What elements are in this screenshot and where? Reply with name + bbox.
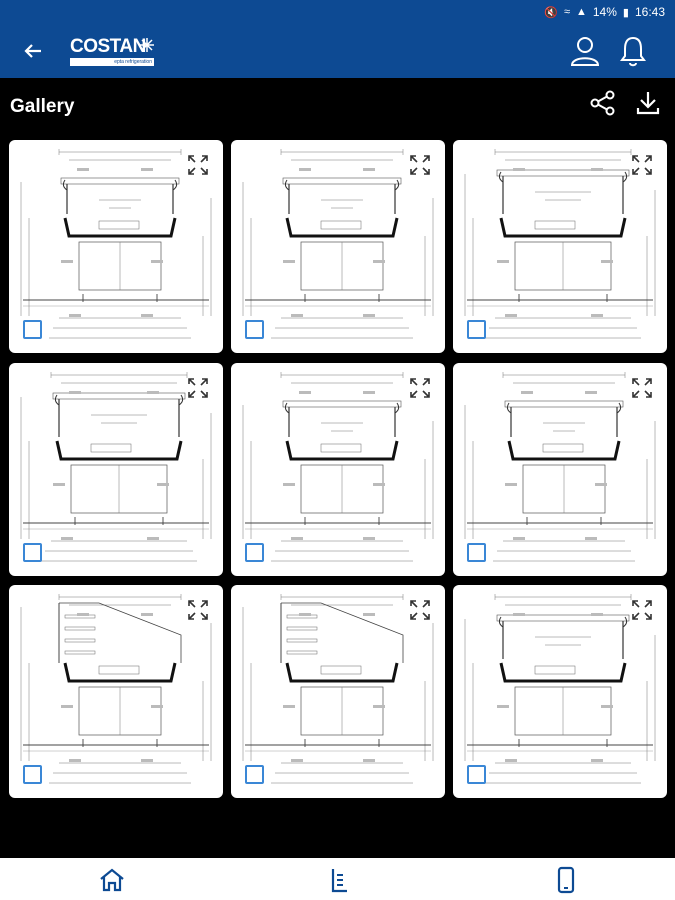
expand-icon[interactable] (631, 377, 653, 399)
app-bar (0, 24, 675, 78)
gallery-item[interactable] (231, 585, 445, 798)
select-checkbox[interactable] (23, 543, 42, 562)
phone-icon (552, 866, 580, 894)
select-checkbox[interactable] (23, 320, 42, 339)
gallery-item[interactable] (9, 140, 223, 353)
nav-phone[interactable] (552, 866, 580, 894)
gallery-header (0, 78, 675, 136)
select-checkbox[interactable] (467, 320, 486, 339)
select-checkbox[interactable] (245, 320, 264, 339)
arrow-left-icon (23, 41, 43, 61)
user-button[interactable] (568, 34, 602, 68)
gallery-item[interactable] (231, 363, 445, 576)
bell-icon (618, 34, 648, 68)
expand-icon[interactable] (187, 599, 209, 621)
expand-icon[interactable] (187, 377, 209, 399)
gallery-item[interactable] (9, 363, 223, 576)
expand-icon[interactable] (631, 154, 653, 176)
nav-catalog[interactable] (326, 866, 354, 894)
user-icon (568, 34, 602, 68)
signal-icon: ▲ (575, 6, 587, 18)
logo-text: COSTAN (70, 36, 146, 57)
share-icon (589, 89, 617, 117)
gallery-item[interactable] (9, 585, 223, 798)
expand-icon[interactable] (187, 154, 209, 176)
snowflake-icon (140, 38, 154, 52)
page-title: Gallery (10, 96, 75, 117)
gallery-item[interactable] (453, 363, 667, 576)
back-button[interactable] (18, 36, 48, 66)
battery-level: 14% (592, 5, 617, 19)
share-button[interactable] (589, 89, 617, 117)
home-icon (98, 866, 126, 894)
select-checkbox[interactable] (467, 765, 486, 784)
gallery-item[interactable] (231, 140, 445, 353)
nav-home[interactable] (98, 866, 126, 894)
notifications-button[interactable] (618, 34, 648, 68)
bottom-nav (0, 858, 675, 900)
download-icon (634, 89, 662, 117)
costan-logo (70, 36, 154, 68)
select-checkbox[interactable] (23, 765, 42, 784)
select-checkbox[interactable] (467, 543, 486, 562)
select-checkbox[interactable] (245, 543, 264, 562)
expand-icon[interactable] (409, 154, 431, 176)
select-checkbox[interactable] (245, 765, 264, 784)
gallery-item[interactable] (453, 585, 667, 798)
logo-subtext: epta refrigeration (70, 58, 154, 66)
expand-icon[interactable] (409, 377, 431, 399)
status-bar (0, 0, 675, 24)
download-button[interactable] (634, 89, 662, 117)
wifi-icon: ≈ (563, 6, 570, 18)
expand-icon[interactable] (409, 599, 431, 621)
catalog-icon (326, 866, 354, 894)
battery-icon: ▮ (622, 6, 629, 19)
mute-icon: 🔇 (544, 6, 558, 19)
gallery-item[interactable] (453, 140, 667, 353)
clock: 16:43 (634, 5, 665, 19)
expand-icon[interactable] (631, 599, 653, 621)
